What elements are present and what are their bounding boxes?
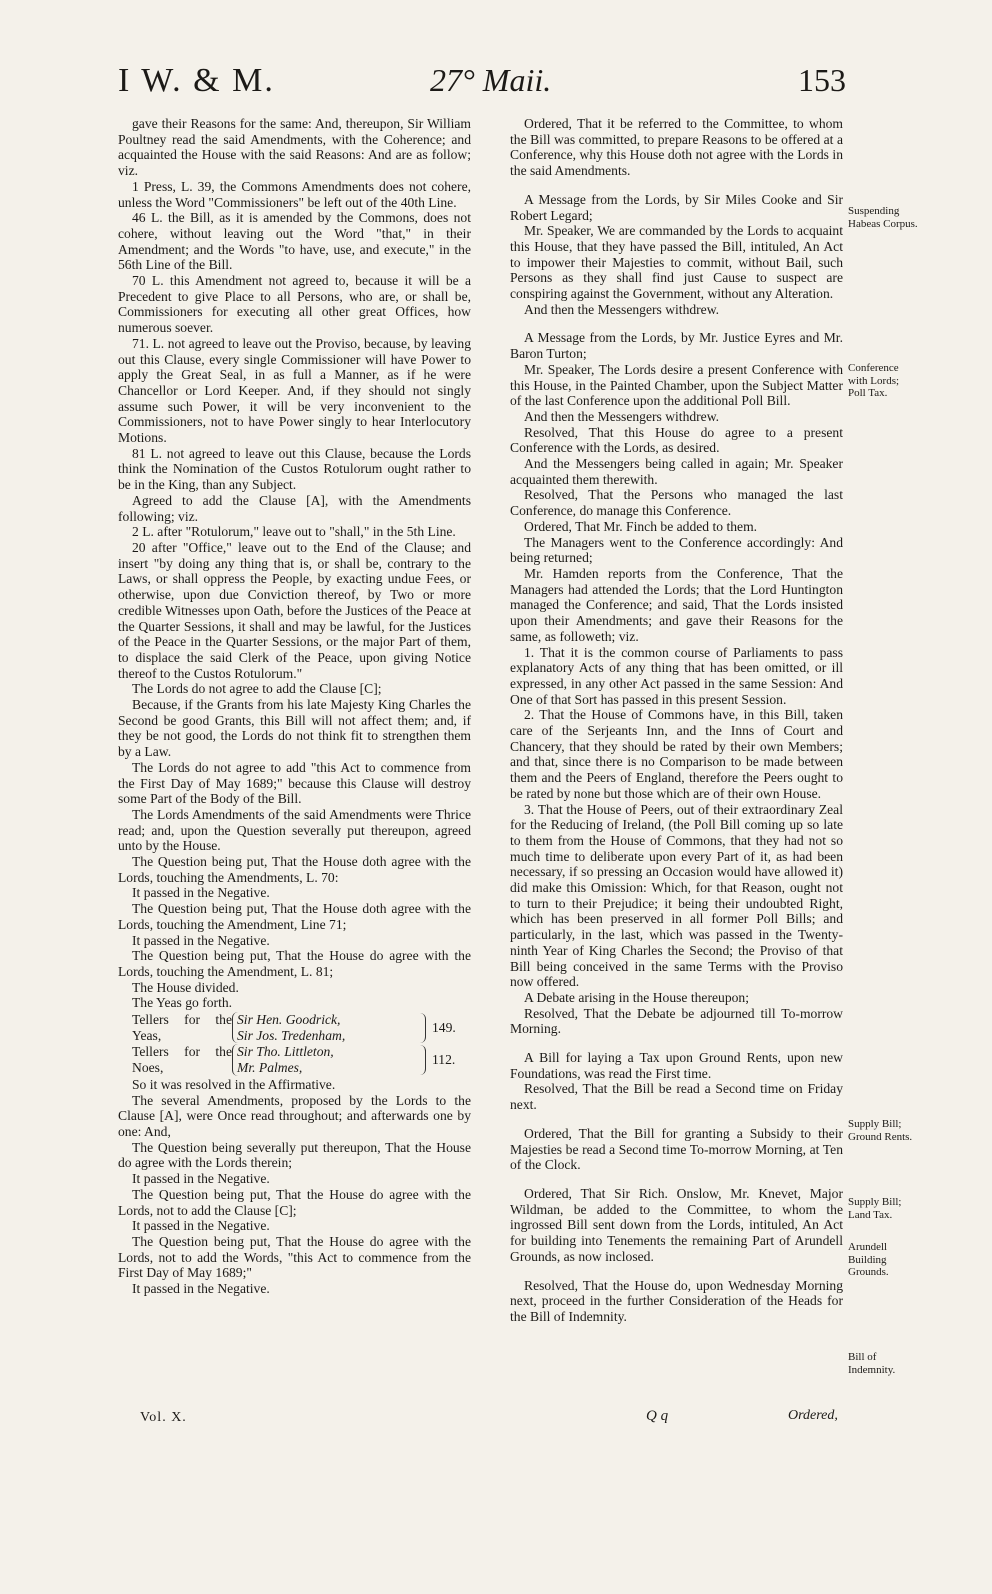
paragraph: A Debate arising in the House thereupon; (524, 989, 749, 1005)
margin-note-1: Suspending Habeas Corpus. (848, 205, 918, 230)
teller-names (232, 1044, 417, 1075)
paragraph: It passed in the Negative. (132, 1171, 270, 1187)
brace (417, 1045, 426, 1075)
paragraph: The several Amendments, proposed by the Lords to the Clause [A], were Once read throughout; and afterwards one by one: And, (118, 1092, 471, 1139)
paragraph: 46 L. the Bill, as it is amended by the Commons, does not cohere, without leaving out the Word "that," in their Amendment; and the Words "to have, use, and execute," in the 56th Line of the Bill. (118, 210, 471, 273)
right-column (510, 116, 843, 1325)
brace (417, 1013, 426, 1043)
paragraph: The Lords do not agree to add "this Act to commence from the First Day of May 1689;" because this Clause will destroy some Part of the Body of the Bill. (118, 759, 471, 807)
teller-name: Mr. Palmes, (237, 1060, 303, 1076)
paragraph: The Managers went to the Conference accordingly: And being returned; (510, 534, 843, 566)
paragraph: Resolved, That the Persons who managed the last Conference, do manage this Conference. (510, 487, 843, 519)
paragraph: And then the Messengers withdrew. (524, 408, 720, 424)
margin-note-3: Supply Bill; Ground Rents. (848, 1118, 913, 1143)
paragraph: The Question being severally put thereupon, That the House do agree with the Lords therein; (118, 1139, 471, 1171)
paragraph: Ordered, That Sir Rich. Onslow, Mr. Knevet, Major Wildman, be added to the Committee, to whom the ingrossed Bill sent down from the Lords, intituled, An Act for building into Tenements the remaining Part of Arundell Grounds, as now inclosed. (510, 1186, 843, 1264)
paragraph: 1. That it is the common course of Parliaments to pass explanatory Acts of any thing that has been omitted, or ill expressed, in any other Act passed in the same Session: And One of that Sort has passed in this present Session. (510, 644, 843, 707)
paragraph: Mr. Speaker, We are commanded by the Lords to acquaint this House, that they have passed the Bill, intituled, An Act to impower their Majesties to commit, without Bail, such Persons as they shall find just Cause to suspect are conspiring against the Government, without any Alteration. (510, 223, 843, 302)
paragraph: A Message from the Lords, by Sir Miles Cooke and Sir Robert Legard; (510, 191, 843, 223)
paragraph: 2 L. after "Rotulorum," leave out to "shall," in the 5th Line. (132, 524, 456, 540)
page-header (118, 62, 846, 106)
teller-name: Sir Tho. Littleton, (237, 1044, 334, 1060)
paragraph: It passed in the Negative. (132, 1218, 270, 1234)
paragraph: The Question being put, That the House doth agree with the Lords, touching the Amendment, Line 71; (118, 901, 471, 932)
teller-label: Tellers for the Noes, (132, 1044, 232, 1076)
paragraph: The Lords Amendments of the said Amendments were Thrice read; and, upon the Question severally put thereupon, agreed unto by the House. (118, 806, 471, 854)
signature-mark: Q q (646, 1408, 669, 1424)
paragraph: And the Messengers being called in again; Mr. Speaker acquainted them therewith. (510, 456, 843, 487)
paragraph: The Question being put, That the House do agree with the Lords, touching the Amendment, L. 81; (118, 948, 471, 979)
paragraph: The Question being put, That the House do agree with the Lords, not to add the Clause [C]; (118, 1186, 471, 1218)
teller-count: 149. (432, 1019, 456, 1035)
paragraph: The Question being put, That the House doth agree with the Lords, touching the Amendments, L. 70: (118, 854, 471, 885)
margin-note-2: Conference with Lords; Poll Tax. (848, 362, 900, 399)
regnal-year: I W. & M. (118, 62, 275, 99)
paragraph: It passed in the Negative. (132, 885, 270, 901)
teller-names (232, 1012, 417, 1043)
paragraph: The Yeas go forth. (132, 995, 233, 1011)
margin-note-5: Arundell Building Grounds. (848, 1241, 889, 1278)
paragraph: 1 Press, L. 39, the Commons Amendments does not cohere, unless the Word "Commissioners" be left out of the 40th Line. (118, 178, 471, 210)
paragraph: Agreed to add the Clause [A], with the Amendments following; viz. (118, 492, 471, 524)
teller-count: 112. (432, 1052, 456, 1068)
paragraph: 20 after "Office," leave out to the End of the Clause; and insert "by doing any thing that is, or shall be, contrary to the Laws, or shall oppress the People, by exacting undue Fees, or otherwise, upon due Conviction thereof, by Two or more credible Witnesses upon Oath, before the Justices of the Peace at the Quarter Sessions, it shall and may be lawful, for the Justices of the Peace in the Quarter Sessions, or the major Part of them, to displace the said Clerk of the Peace, upon giving Notice thereof to the Custos Rotulorum." (118, 539, 471, 681)
paragraph: Because, if the Grants from his late Majesty King Charles the Second be good Grants, this Bill will not affect them; and, if they be not good, the Lords do not think fit to strengthen them by a Law. (118, 697, 471, 760)
paragraph: Resolved, That the House do, upon Wednesday Morning next, proceed in the further Consideration of the Heads for the Bill of Indemnity. (510, 1277, 843, 1324)
margin-note-4: Supply Bill; Land Tax. (848, 1196, 902, 1221)
paragraph: It passed in the Negative. (132, 1281, 270, 1297)
paragraph: So it was resolved in the Affirmative. (132, 1076, 336, 1092)
teller-label: Tellers for the Yeas, (132, 1012, 232, 1043)
paragraph: 70 L. this Amendment not agreed to, because it will be a Precedent to give Place to all Persons, who are, or shall be, Commissioners for executing all other great Offices, how numerous soever. (118, 273, 471, 336)
paragraph: 71. L. not agreed to leave out the Proviso, because, by leaving out this Clause, every single Commissioner will have Power to apply the Great Seal, in as full a Manner, as if he were Chancellor or Lord Keeper. And, if they should not singly assume such Power, it will be very inconvenient to the Commissioners, not to have Power singly to hear Interlocutory Motions. (118, 335, 471, 446)
paragraph: Ordered, That the Bill for granting a Subsidy to their Majesties be read a Second time To-morrow Morning, at Ten of the Clock. (510, 1125, 843, 1173)
paragraph: The Lords do not agree to add the Clause [C]; (132, 681, 382, 697)
catchword: Ordered, (788, 1408, 838, 1423)
paragraph: And then the Messengers withdrew. (524, 301, 720, 317)
left-column (118, 116, 471, 1297)
paragraph: The House divided. (132, 979, 239, 995)
tellers-yeas (132, 1012, 471, 1043)
paragraph: Mr. Hamden reports from the Conference, That the Managers had attended the Lords; that the Lord Huntington managed the Conference; and said, That the Lords insisted upon their Amendments; and gave their Reasons for the same, as followeth; viz. (510, 565, 843, 644)
page-date: 27° Maii. (430, 62, 552, 98)
page-number: 153 (798, 62, 846, 98)
paragraph: It passed in the Negative. (132, 932, 270, 948)
paragraph: Ordered, That Mr. Finch be added to them. (524, 518, 758, 534)
paragraph: Resolved, That the Bill be read a Second time on Friday next. (510, 1081, 843, 1113)
paragraph: 81 L. not agreed to leave out this Clause, because the Lords think the Nomination of the Custos Rotulorum ought rather to be in the King, than any Subject. (118, 445, 471, 493)
paragraph: Resolved, That the Debate be adjourned till To-morrow Morning. (510, 1005, 843, 1037)
paragraph: A Message from the Lords, by Mr. Justice Eyres and Mr. Baron Turton; (510, 330, 843, 362)
paragraph: 2. That the House of Commons have, in this Bill, taken care of the Serjeants Inn, and the Inns of Court and Chancery, that they should be rated by their own Members; and that, since there is no Comparison to be made between them and the Peers of England, therefore the Peers ought to be rated by none but those which are of their own House. (510, 707, 843, 801)
paragraph: Resolved, That this House do agree to a present Conference with the Lords, as desired. (510, 424, 843, 456)
paragraph: Mr. Speaker, The Lords desire a present Conference with this House, in the Painted Chamber, upon the Subject Matter of the last Conference upon the additional Poll Bill. (510, 361, 843, 409)
paragraph: gave their Reasons for the same: And, thereupon, Sir William Poultney read the said Amendments, with the Coherence; and acquainted the House with the said Reasons: And are as follow; viz. (118, 116, 471, 179)
margin-note-6: Bill of Indemnity. (848, 1351, 896, 1376)
teller-name: Sir Hen. Goodrick, (237, 1012, 341, 1028)
paragraph: Ordered, That it be referred to the Committee, to whom the Bill was committed, to prepare Reasons to be offered at a Conference, why this House doth not agree with the Lords in the said Amendments. (510, 116, 843, 179)
tellers-noes (132, 1044, 471, 1075)
paragraph: The Question being put, That the House do agree with the Lords, not to add the Words, "this Act to commence from the First Day of May 1689;" (118, 1233, 471, 1281)
paragraph: A Bill for laying a Tax upon Ground Rents, upon new Foundations, was read the First time. (510, 1050, 843, 1081)
volume-label: Vol. X. (140, 1410, 187, 1425)
paragraph: 3. That the House of Peers, out of their extraordinary Zeal for the Reducing of Ireland, (the Poll Bill coming up so late to them from the House of Commons, that they had not so much time to deliberate upon every Part of it, as had been necessary, if so pressing an Occasion would have allowed it) did make this Omission: Which, for that Reason, ought not to turn to their Prejudice; it being their undoubted Right, which has been preserved in all former Poll Bills; and particularly, in the last, which was passed in the Twenty-ninth Year of King Charles the Second; the Proviso of that Bill being conceived in the same Terms with the Proviso now offered. (510, 801, 843, 990)
teller-name: Sir Jos. Tredenham, (237, 1027, 346, 1043)
